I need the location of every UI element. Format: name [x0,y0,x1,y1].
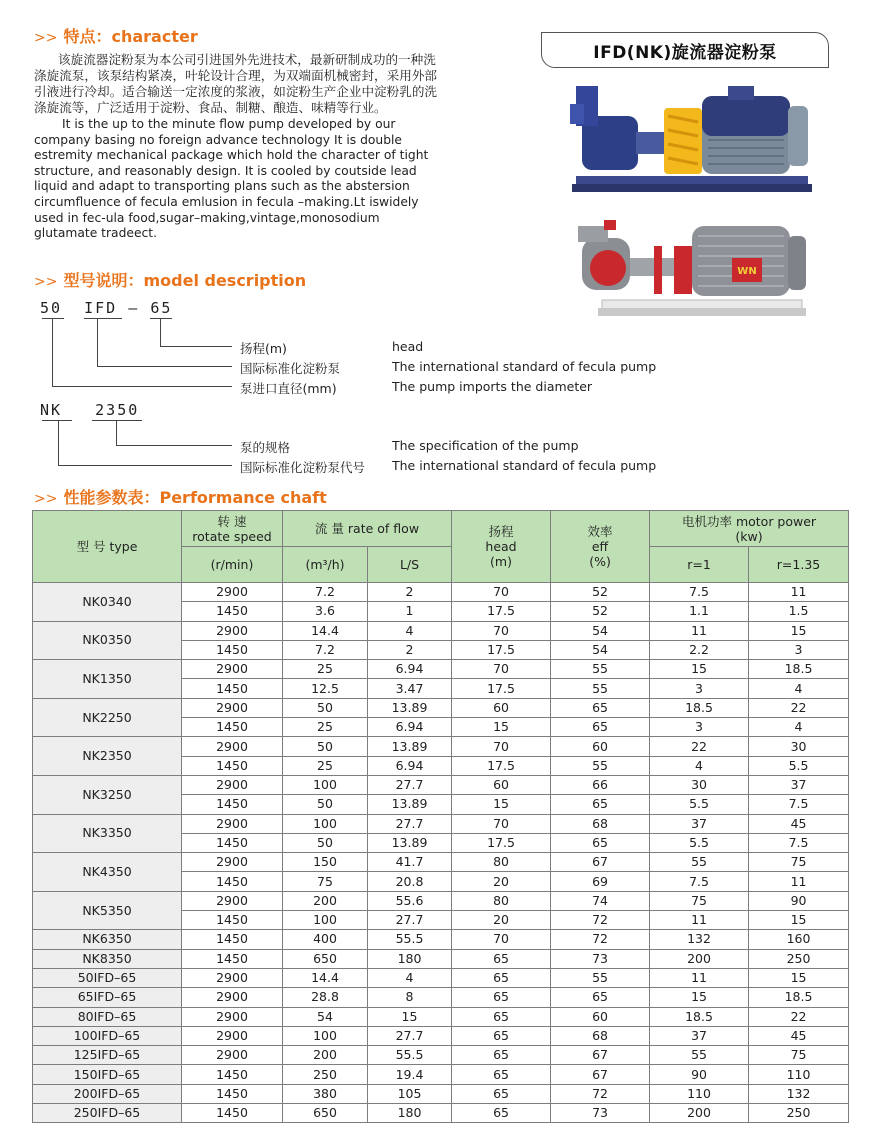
speed-cell: 2900 [182,775,283,794]
code-65: 65 [150,299,173,317]
eff-cell: 60 [551,737,650,756]
power-r135-cell: 160 [749,930,849,949]
power-r1-cell: 15 [650,660,749,679]
eff-cell: 55 [551,660,650,679]
flow-ls-cell: 8 [368,988,452,1007]
power-r1-cell: 3 [650,679,749,698]
flow-m3h-cell: 100 [283,775,368,794]
th-head-cn: 扬程 [488,524,514,539]
head-cell: 60 [452,698,551,717]
code-ifd: IFD [84,299,118,317]
head-cell: 17.5 [452,602,551,621]
power-r135-cell: 3 [749,640,849,659]
model-code-1 [40,299,172,317]
power-r1-cell: 11 [650,968,749,987]
flow-ls-cell: 13.89 [368,795,452,814]
model-cell: NK2250 [33,698,182,737]
label-head-en: head [392,339,424,354]
eff-cell: 73 [551,1104,650,1123]
flow-m3h-cell: 200 [283,891,368,910]
label-code-cn: 国际标准化淀粉泵代号 [240,460,366,475]
model-code-2 [40,401,139,419]
eff-cell: 65 [551,833,650,852]
head-cell: 17.5 [452,679,551,698]
flow-ls-cell: 105 [368,1084,452,1103]
power-r1-cell: 15 [650,988,749,1007]
th-speed-cn: 转 速 [217,513,247,529]
head-cell: 65 [452,988,551,1007]
head-cell: 70 [452,660,551,679]
flow-m3h-cell: 250 [283,1065,368,1084]
head-cell: 15 [452,718,551,737]
head-cell: 65 [452,1065,551,1084]
table-row [33,737,849,756]
flow-ls-cell: 2 [368,640,452,659]
flow-ls-cell: 55.5 [368,1046,452,1065]
th-eff-unit: (%) [589,554,611,569]
eff-cell: 65 [551,988,650,1007]
section-perf-title: 性能参数表：Performance chaft [63,488,327,507]
code-dash: – [128,299,140,317]
eff-cell: 65 [551,795,650,814]
flow-ls-cell: 27.7 [368,814,452,833]
eff-cell: 67 [551,1065,650,1084]
table-row [33,930,849,949]
label-diameter-en: The pump imports the diameter [392,379,593,394]
speed-cell: 2900 [182,1026,283,1045]
th-head-en: head [485,539,517,554]
performance-table-body [33,583,849,1123]
label-code-en: The international standard of fecula pump [392,458,657,473]
eff-cell: 52 [551,583,650,602]
speed-cell: 2900 [182,814,283,833]
power-r135-cell: 75 [749,853,849,872]
th-head-unit: (m) [490,554,512,569]
flow-m3h-cell: 100 [283,1026,368,1045]
power-r135-cell: 15 [749,968,849,987]
label-diameter-cn: 泵进口直径(mm) [240,381,337,396]
eff-cell: 65 [551,698,650,717]
speed-cell: 1450 [182,795,283,814]
power-r1-cell: 5.5 [650,795,749,814]
power-r135-cell: 45 [749,814,849,833]
speed-cell: 1450 [182,930,283,949]
flow-ls-cell: 13.89 [368,698,452,717]
eff-cell: 67 [551,853,650,872]
label-standard-cn: 国际标准化淀粉泵 [240,361,341,376]
code-2350: 2350 [95,401,140,419]
power-r1-cell: 200 [650,1104,749,1123]
power-r1-cell: 2.2 [650,640,749,659]
power-r1-cell: 200 [650,949,749,968]
power-r135-cell: 132 [749,1084,849,1103]
power-r1-cell: 5.5 [650,833,749,852]
section-character-title: 特点：character [63,27,198,46]
performance-table [32,510,849,1123]
speed-cell: 2900 [182,660,283,679]
flow-m3h-cell: 3.6 [283,602,368,621]
th-power [650,511,849,547]
th-flow-m3h: (m³/h) [283,547,368,583]
intro-en: It is the up to the minute flow pump developed by our company basing no foreign advance technology It is double estremity mechanical package which hold the character of tight structure, and reasonably design. It is cooled by coutside lead liquid and adapt to transporting plans such as the abstersion circumfluence of fecula emlusion in fecula –making.Lt iswidely used in fec-ula food,sugar–making,vintage,monosodium glutamate tradeect. [34,117,429,241]
power-r1-cell: 55 [650,1046,749,1065]
power-r1-cell: 75 [650,891,749,910]
flow-ls-cell: 6.94 [368,718,452,737]
th-flow: 流 量 rate of flow [283,511,452,547]
speed-cell: 2900 [182,1007,283,1026]
model-cell: 65IFD–65 [33,988,182,1007]
model-cell: NK0350 [33,621,182,660]
th-power-r1: r=1 [650,547,749,583]
flow-ls-cell: 3.47 [368,679,452,698]
power-r135-cell: 45 [749,1026,849,1045]
power-r1-cell: 132 [650,930,749,949]
flow-m3h-cell: 50 [283,795,368,814]
power-r135-cell: 75 [749,1046,849,1065]
th-eff [551,511,650,583]
flow-m3h-cell: 50 [283,833,368,852]
table-row [33,660,849,679]
th-speed-unit: (r/min) [182,547,283,583]
th-power-unit: (kw) [735,528,763,544]
flow-ls-cell: 19.4 [368,1065,452,1084]
eff-cell: 66 [551,775,650,794]
pump-photo-grey [574,218,808,318]
eff-cell: 67 [551,1046,650,1065]
flow-ls-cell: 15 [368,1007,452,1026]
flow-m3h-cell: 150 [283,853,368,872]
flow-m3h-cell: 75 [283,872,368,891]
speed-cell: 2900 [182,1046,283,1065]
flow-ls-cell: 6.94 [368,756,452,775]
head-cell: 70 [452,930,551,949]
power-r135-cell: 250 [749,1104,849,1123]
model-cell: 200IFD–65 [33,1084,182,1103]
speed-cell: 1450 [182,911,283,930]
motor-logo: WN [737,266,757,277]
power-r1-cell: 30 [650,775,749,794]
flow-m3h-cell: 12.5 [283,679,368,698]
head-cell: 65 [452,968,551,987]
speed-cell: 1450 [182,949,283,968]
head-cell: 70 [452,621,551,640]
flow-ls-cell: 27.7 [368,1026,452,1045]
flow-m3h-cell: 50 [283,698,368,717]
eff-cell: 65 [551,718,650,737]
speed-cell: 1450 [182,1065,283,1084]
double-chevron-icon: >> [34,491,58,507]
eff-cell: 54 [551,621,650,640]
power-r1-cell: 55 [650,853,749,872]
flow-m3h-cell: 100 [283,911,368,930]
flow-m3h-cell: 650 [283,1104,368,1123]
flow-ls-cell: 27.7 [368,775,452,794]
speed-cell: 1450 [182,872,283,891]
head-cell: 70 [452,814,551,833]
head-cell: 60 [452,775,551,794]
flow-m3h-cell: 200 [283,1046,368,1065]
model-cell: 100IFD–65 [33,1026,182,1045]
section-model-title: 型号说明：model description [63,271,307,290]
table-row [33,583,849,602]
head-cell: 65 [452,1104,551,1123]
code-nk: NK [40,401,63,419]
label-head-cn: 扬程(m) [240,341,287,356]
model-cell: 80IFD–65 [33,1007,182,1026]
leader-diameter [52,318,232,387]
power-r135-cell: 18.5 [749,660,849,679]
power-r1-cell: 37 [650,1026,749,1045]
power-r1-cell: 37 [650,814,749,833]
power-r135-cell: 22 [749,1007,849,1026]
eff-cell: 55 [551,679,650,698]
power-r135-cell: 11 [749,583,849,602]
label-spec-cn: 泵的规格 [240,440,291,455]
table-row [33,853,849,872]
head-cell: 80 [452,891,551,910]
model-cell: NK3350 [33,814,182,853]
eff-cell: 68 [551,1026,650,1045]
speed-cell: 1450 [182,679,283,698]
model-cell: 50IFD–65 [33,968,182,987]
eff-cell: 55 [551,968,650,987]
power-r135-cell: 4 [749,679,849,698]
power-r1-cell: 11 [650,911,749,930]
model-cell: NK8350 [33,949,182,968]
head-cell: 20 [452,911,551,930]
head-cell: 65 [452,1046,551,1065]
eff-cell: 54 [551,640,650,659]
flow-m3h-cell: 400 [283,930,368,949]
flow-ls-cell: 27.7 [368,911,452,930]
flow-ls-cell: 55.5 [368,930,452,949]
power-r1-cell: 11 [650,621,749,640]
power-r135-cell: 1.5 [749,602,849,621]
speed-cell: 1450 [182,718,283,737]
flow-m3h-cell: 7.2 [283,640,368,659]
th-power-title: 电机功率 motor power [681,513,817,529]
table-row [33,1104,849,1123]
th-flow-ls: L/S [368,547,452,583]
flow-ls-cell: 13.89 [368,833,452,852]
head-cell: 65 [452,1007,551,1026]
model-cell: NK1350 [33,660,182,699]
power-r1-cell: 18.5 [650,698,749,717]
flow-ls-cell: 20.8 [368,872,452,891]
flow-ls-cell: 180 [368,1104,452,1123]
speed-cell: 1450 [182,833,283,852]
double-chevron-icon: >> [34,274,58,290]
pump-photo-blue [568,82,812,194]
power-r135-cell: 11 [749,872,849,891]
flow-ls-cell: 55.6 [368,891,452,910]
head-cell: 17.5 [452,833,551,852]
th-speed-en: rotate speed [192,528,272,544]
power-r1-cell: 4 [650,756,749,775]
head-cell: 17.5 [452,756,551,775]
speed-cell: 2900 [182,891,283,910]
section-character-heading [34,24,198,47]
product-title-box [541,32,829,68]
speed-cell: 2900 [182,988,283,1007]
power-r1-cell: 18.5 [650,1007,749,1026]
power-r135-cell: 15 [749,911,849,930]
power-r135-cell: 22 [749,698,849,717]
intro-text [34,52,444,242]
label-spec-en: The specification of the pump [392,438,579,453]
eff-cell: 69 [551,872,650,891]
flow-ls-cell: 4 [368,968,452,987]
head-cell: 70 [452,583,551,602]
flow-m3h-cell: 25 [283,756,368,775]
power-r1-cell: 3 [650,718,749,737]
speed-cell: 2900 [182,737,283,756]
power-r135-cell: 110 [749,1065,849,1084]
speed-cell: 1450 [182,1104,283,1123]
power-r1-cell: 22 [650,737,749,756]
table-row [33,775,849,794]
table-row [33,621,849,640]
power-r135-cell: 18.5 [749,988,849,1007]
table-row [33,891,849,910]
flow-m3h-cell: 14.4 [283,621,368,640]
th-eff-cn: 效率 [587,524,613,539]
table-row [33,1007,849,1026]
speed-cell: 2900 [182,968,283,987]
flow-ls-cell: 13.89 [368,737,452,756]
eff-cell: 72 [551,930,650,949]
intro-cn: 该旋流器淀粉泵为本公司引进国外先进技术，最新研制成功的一种洗涤旋流泵，该泵结构紧凑，叶轮设计合理，为双端面机械密封，采用外部引液进行冷却。适合输送一定浓度的浆液，如淀粉生产企业中淀粉乳的洗涤旋流等，广泛适用于淀粉、食品、制糖、酿造、味精等行业。 [34,52,437,115]
flow-m3h-cell: 380 [283,1084,368,1103]
table-row [33,968,849,987]
double-chevron-icon: >> [34,30,58,46]
power-r1-cell: 90 [650,1065,749,1084]
head-cell: 65 [452,1084,551,1103]
flow-m3h-cell: 14.4 [283,968,368,987]
th-speed [182,511,283,547]
speed-cell: 1450 [182,1084,283,1103]
table-row [33,1084,849,1103]
table-row [33,949,849,968]
flow-m3h-cell: 28.8 [283,988,368,1007]
eff-cell: 55 [551,756,650,775]
head-cell: 80 [452,853,551,872]
model-cell: 250IFD–65 [33,1104,182,1123]
model-cell: NK6350 [33,930,182,949]
table-row [33,988,849,1007]
th-model: 型 号 type [33,511,182,583]
flow-m3h-cell: 25 [283,660,368,679]
power-r135-cell: 5.5 [749,756,849,775]
speed-cell: 2900 [182,621,283,640]
table-row [33,1046,849,1065]
power-r135-cell: 7.5 [749,833,849,852]
speed-cell: 1450 [182,640,283,659]
speed-cell: 2900 [182,853,283,872]
flow-ls-cell: 41.7 [368,853,452,872]
head-cell: 65 [452,1026,551,1045]
table-row [33,814,849,833]
th-power-r135: r=1.35 [749,547,849,583]
head-cell: 20 [452,872,551,891]
table-row [33,1026,849,1045]
section-perf-heading [34,485,327,508]
flow-m3h-cell: 650 [283,949,368,968]
power-r1-cell: 1.1 [650,602,749,621]
table-row [33,698,849,717]
flow-ls-cell: 180 [368,949,452,968]
label-standard-en: The international standard of fecula pump [392,359,657,374]
coupling-2 [674,246,692,294]
model-cell: NK0340 [33,583,182,622]
flow-ls-cell: 4 [368,621,452,640]
eff-cell: 73 [551,949,650,968]
flow-m3h-cell: 25 [283,718,368,737]
model-cell: NK3250 [33,775,182,814]
flow-m3h-cell: 100 [283,814,368,833]
power-r1-cell: 7.5 [650,872,749,891]
power-r1-cell: 7.5 [650,583,749,602]
power-r135-cell: 4 [749,718,849,737]
power-r135-cell: 30 [749,737,849,756]
eff-cell: 72 [551,1084,650,1103]
model-cell: 125IFD–65 [33,1046,182,1065]
eff-cell: 52 [551,602,650,621]
section-model-heading [34,268,306,291]
table-row [33,1065,849,1084]
power-r135-cell: 7.5 [749,795,849,814]
flow-m3h-cell: 7.2 [283,583,368,602]
model-cell: NK4350 [33,853,182,892]
model-cell: NK2350 [33,737,182,776]
model-cell: 150IFD–65 [33,1065,182,1084]
power-r135-cell: 250 [749,949,849,968]
flow-ls-cell: 1 [368,602,452,621]
eff-cell: 68 [551,814,650,833]
eff-cell: 60 [551,1007,650,1026]
eff-cell: 74 [551,891,650,910]
speed-cell: 1450 [182,602,283,621]
speed-cell: 2900 [182,583,283,602]
power-r135-cell: 37 [749,775,849,794]
power-r135-cell: 90 [749,891,849,910]
speed-cell: 2900 [182,698,283,717]
code-50: 50 [40,299,63,317]
flow-m3h-cell: 50 [283,737,368,756]
eff-cell: 72 [551,911,650,930]
product-title: IFD(NK)旋流器淀粉泵 [593,42,777,63]
head-cell: 65 [452,949,551,968]
leader-code [58,420,232,466]
flow-ls-cell: 2 [368,583,452,602]
th-head [452,511,551,583]
th-eff-en: eff [591,539,609,554]
head-cell: 17.5 [452,640,551,659]
head-cell: 70 [452,737,551,756]
model-cell: NK5350 [33,891,182,930]
speed-cell: 1450 [182,756,283,775]
flow-m3h-cell: 54 [283,1007,368,1026]
power-r135-cell: 15 [749,621,849,640]
flow-ls-cell: 6.94 [368,660,452,679]
head-cell: 15 [452,795,551,814]
power-r1-cell: 110 [650,1084,749,1103]
